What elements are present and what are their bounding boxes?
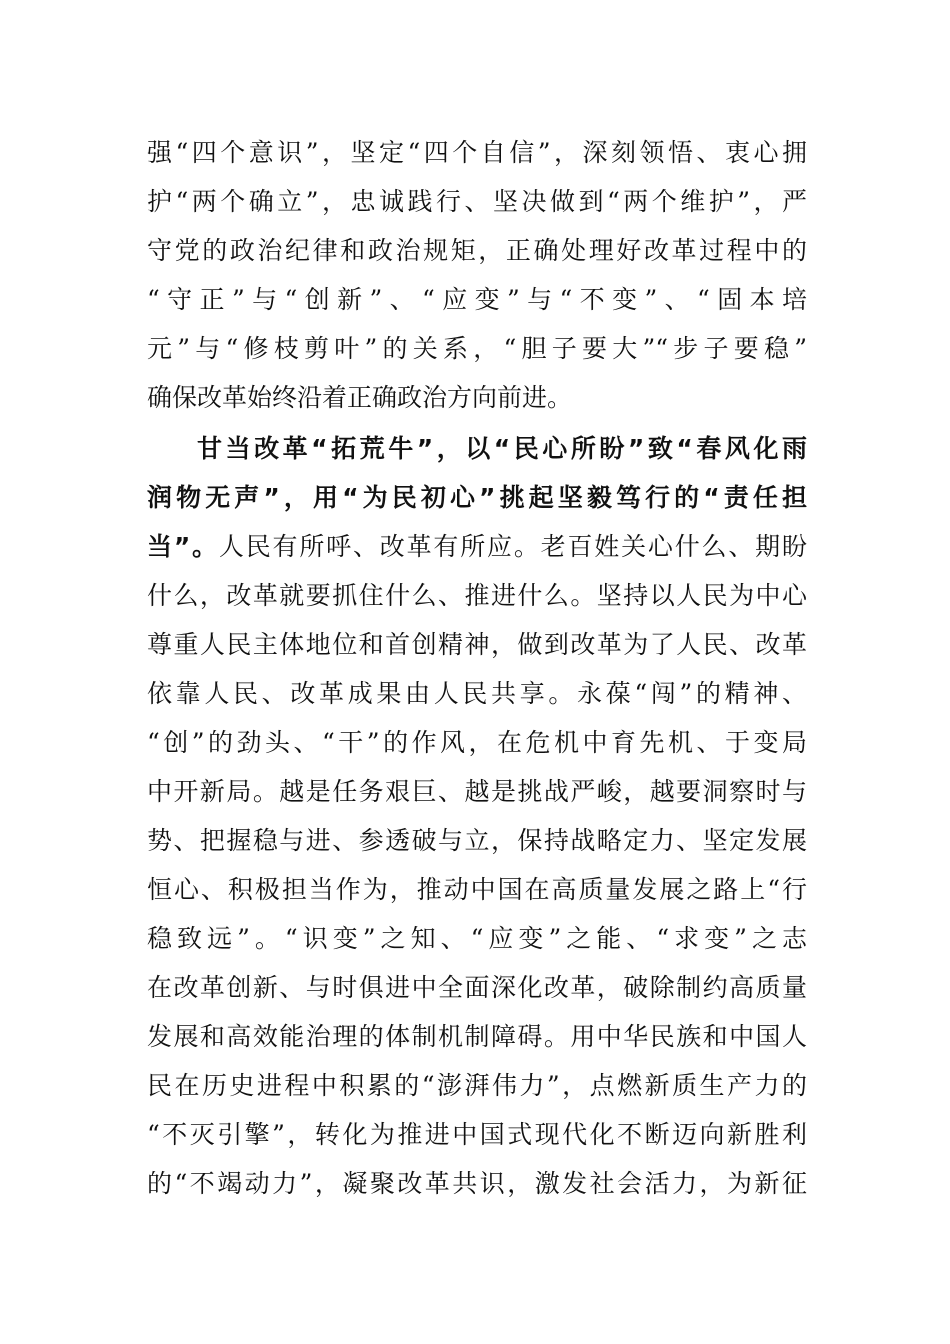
paragraph-2-line-3-rest: 人民有所呼、改革有所应。老百姓关心什么、期盼 [218, 532, 807, 561]
paragraph-2-line-14: 民在历史进程中积累的“澎湃伟力”，点燃新质生产力的 [147, 1071, 807, 1100]
paragraph-1-line-5: 元”与“修枝剪叶”的关系，“胆子要大”“步子要稳” [147, 334, 807, 363]
paragraph-2-bold-line-1: 甘当改革“拓荒牛”，以“民心所盼”致“春风化雨 [197, 434, 807, 463]
paragraph-2-line-16: 的“不竭动力”，凝聚改革共识，激发社会活力，为新征 [147, 1169, 807, 1198]
paragraph-2-line-5: 尊重人民主体地位和首创精神，做到改革为了人民、改革 [147, 630, 807, 659]
paragraph-1-line-6: 确保改革始终沿着正确政治方向前进。 [147, 383, 573, 412]
paragraph-2-line-13: 发展和高效能治理的体制机制障碍。用中华民族和中国人 [147, 1022, 807, 1051]
paragraph-1-line-2: 护“两个确立”，忠诚践行、坚决做到“两个维护”，严 [147, 187, 807, 216]
paragraph-1-line-3: 守党的政治纪律和政治规矩，正确处理好改革过程中的 [147, 236, 807, 265]
paragraph-2-line-15: “不灭引擎”，转化为推进中国式现代化不断迈向新胜利 [147, 1120, 807, 1149]
paragraph-2-line-10: 恒心、积极担当作为，推动中国在高质量发展之路上“行 [147, 875, 807, 904]
paragraph-2-line-11: 稳致远”。“识变”之知、“应变”之能、“求变”之志 [147, 924, 807, 953]
paragraph-1-line-4: “守正”与“创新”、“应变”与“不变”、“固本培 [147, 285, 807, 314]
paragraph-2-bold-line-2: 润物无声”，用“为民初心”挑起坚毅笃行的“责任担 [147, 483, 807, 512]
paragraph-2-line-3 [147, 527, 807, 567]
paragraph-2-bold-line-3: 当”。 [147, 532, 219, 561]
paragraph-2-line-6: 依靠人民、改革成果由人民共享。永葆“闯”的精神、 [147, 679, 807, 708]
paragraph-1-line-1: 强“四个意识”，坚定“四个自信”，深刻领悟、衷心拥 [147, 138, 807, 167]
paragraph-2-line-8: 中开新局。越是任务艰巨、越是挑战严峻，越要洞察时与 [147, 777, 807, 806]
paragraph-2-line-9: 势、把握稳与进、参透破与立，保持战略定力、坚定发展 [147, 826, 807, 855]
paragraph-2-line-4: 什么，改革就要抓住什么、推进什么。坚持以人民为中心 [147, 581, 807, 610]
paragraph-2-line-12: 在改革创新、与时俱进中全面深化改革，破除制约高质量 [147, 973, 807, 1002]
paragraph-2-line-7: “创”的劲头、“干”的作风，在危机中育先机、于变局 [147, 728, 807, 757]
